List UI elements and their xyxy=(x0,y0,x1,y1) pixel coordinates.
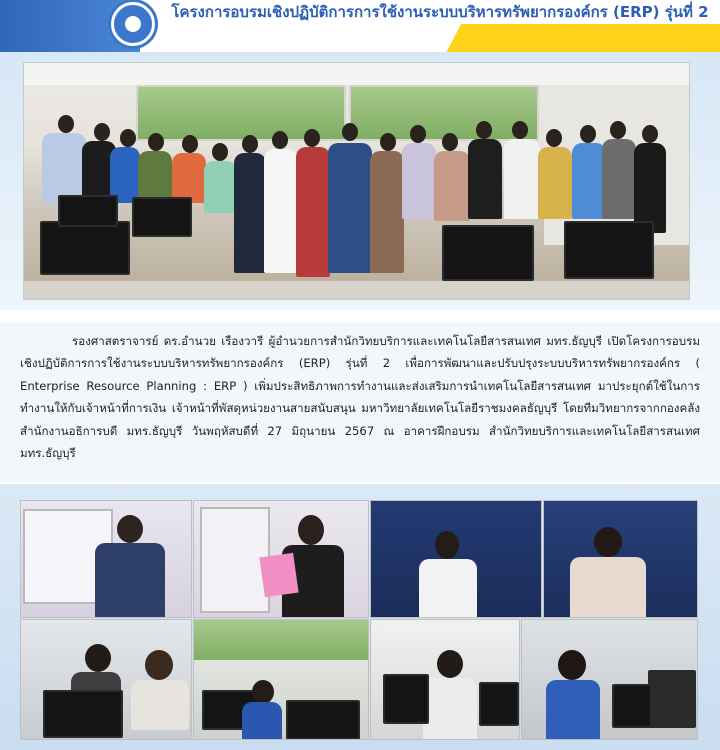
collage-photo-participants-2 xyxy=(193,619,369,740)
page-header xyxy=(0,0,720,52)
collage-photo-mic-speaker xyxy=(370,500,542,618)
page-title: โครงการอบรมเชิงปฏิบัติการการใช้งานระบบบริหารทรัพยากรองค์กร (ERP) รุ่นที่ 2 xyxy=(171,3,709,21)
collage-photo-participants-3 xyxy=(370,619,520,740)
collage-photo-speaker xyxy=(20,500,192,618)
group-photo xyxy=(23,62,690,300)
collage-photo-participants-1 xyxy=(20,619,192,740)
article-paragraph xyxy=(20,330,700,464)
collage-photo-participants-4 xyxy=(521,619,698,740)
collage-photo-presenter xyxy=(193,500,369,618)
circle-logo-icon xyxy=(111,2,155,46)
collage-photo-floral-speaker xyxy=(543,500,698,618)
article-text: รองศาสตราจารย์ ดร.อำนวย เรืองวารี ผู้อำนวยการสำนักวิทยบริการและเทคโนโลยีสารสนเทศ มทร.ธัญบุรี เปิดโครงการอบรมเชิงปฏิบัติการการใช้งานระบบบริหารทรัพยากรองค์กร (ERP) รุ่นที่ 2 เพื่อการพัฒนาและปรับปรุงระบบบริหารทรัพยากรองค์กร ( Enterprise Resource Planning : ERP ) เพิ่มประสิทธิภาพการทำงานและส่งเสริมการนำเทคโนโลยีสารสนเทศ มาประยุกต์ใช้ในการทำงานให้กับเจ้าหน้าที่การเงิน เจ้าหน้าที่พัสดุหน่วยงานสายสนับสนุน มหาวิทยาลัยเทคโนโลยีราชมงคลธัญบุรี โดยทีมวิทยากรจากกองคลัง สำนักงานอธิการบดี มทร.ธัญบุรี วันพฤหัสบดีที่ 27 มิถุนายน 2567 ณ อาคารฝึกอบรม สำนักวิทยบริการและเทคโนโลยีสารสนเทศ มทร.ธัญบุรี xyxy=(20,334,700,461)
header-yellow-band xyxy=(440,24,720,52)
